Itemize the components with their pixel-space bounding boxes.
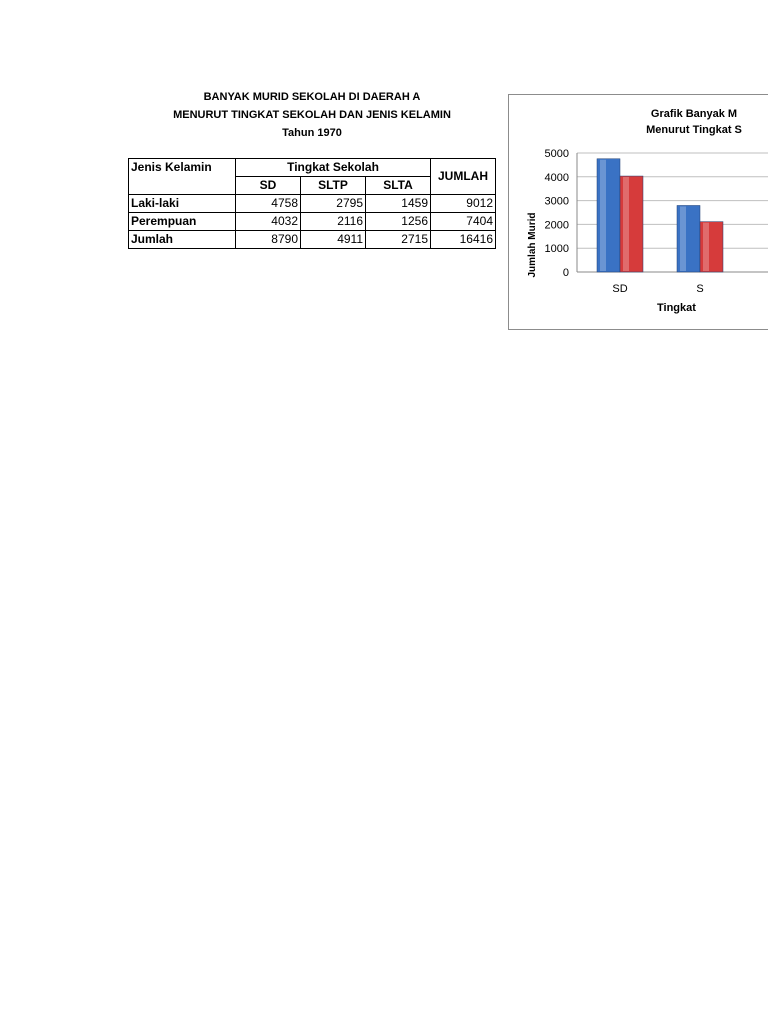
cell-slta: 1256 (366, 213, 431, 231)
cell-slta: 1459 (366, 195, 431, 213)
title-line-3: Tahun 1970 (282, 127, 342, 139)
cell-total: 16416 (431, 231, 496, 249)
table-row (129, 195, 496, 213)
table-header-row (129, 159, 496, 177)
x-tick-label: SD (612, 283, 628, 295)
row-label: Laki-laki (129, 195, 236, 213)
y-axis-label: Jumlah Murid (527, 212, 538, 278)
y-tick-label: 4000 (544, 171, 569, 184)
x-axis-label: Tingkat (657, 302, 696, 314)
chart-title-line-1: Grafik Banyak M (650, 108, 738, 120)
title-line-2: MENURUT TINGKAT SEKOLAH DAN JENIS KELAMIN (173, 109, 451, 121)
cell-sd: 4032 (236, 213, 301, 231)
y-tick-label: 5000 (544, 148, 569, 160)
cell-total: 9012 (431, 195, 496, 213)
title-line-1: BANYAK MURID SEKOLAH DI DAERAH A (203, 91, 421, 103)
table-row (129, 231, 496, 249)
cell-sltp: 2795 (301, 195, 366, 213)
header-sd: SD (236, 177, 301, 195)
table-row (129, 213, 496, 231)
student-table (128, 158, 496, 249)
y-tick-label: 2000 (544, 219, 569, 232)
chart-frame (508, 94, 768, 330)
chart-marks (545, 148, 768, 295)
cell-total: 7404 (431, 213, 496, 231)
row-label: Perempuan (129, 213, 236, 231)
cell-sd: 4758 (236, 195, 301, 213)
row-label: Jumlah (129, 231, 236, 249)
header-slta: SLTA (366, 177, 431, 195)
bar-highlight (703, 223, 709, 271)
chart-title-line-2: Menurut Tingkat S (646, 124, 742, 136)
bar-highlight (680, 206, 686, 271)
cell-slta: 2715 (366, 231, 431, 249)
bar-highlight (600, 160, 606, 271)
header-sltp: SLTP (301, 177, 366, 195)
cell-sltp: 2116 (301, 213, 366, 231)
y-tick-label: 0 (562, 267, 569, 279)
x-tick-label: S (696, 283, 704, 295)
y-tick-label: 1000 (544, 243, 569, 256)
cell-sd: 8790 (236, 231, 301, 249)
document-title (128, 88, 496, 142)
cell-sltp: 4911 (301, 231, 366, 249)
bar-chart (509, 95, 768, 330)
y-tick-label: 3000 (544, 195, 569, 208)
bar-highlight (623, 177, 629, 271)
header-jenis-kelamin: Jenis Kelamin (129, 159, 236, 195)
header-jumlah: JUMLAH (431, 159, 496, 195)
header-tingkat-sekolah: Tingkat Sekolah (236, 159, 431, 177)
